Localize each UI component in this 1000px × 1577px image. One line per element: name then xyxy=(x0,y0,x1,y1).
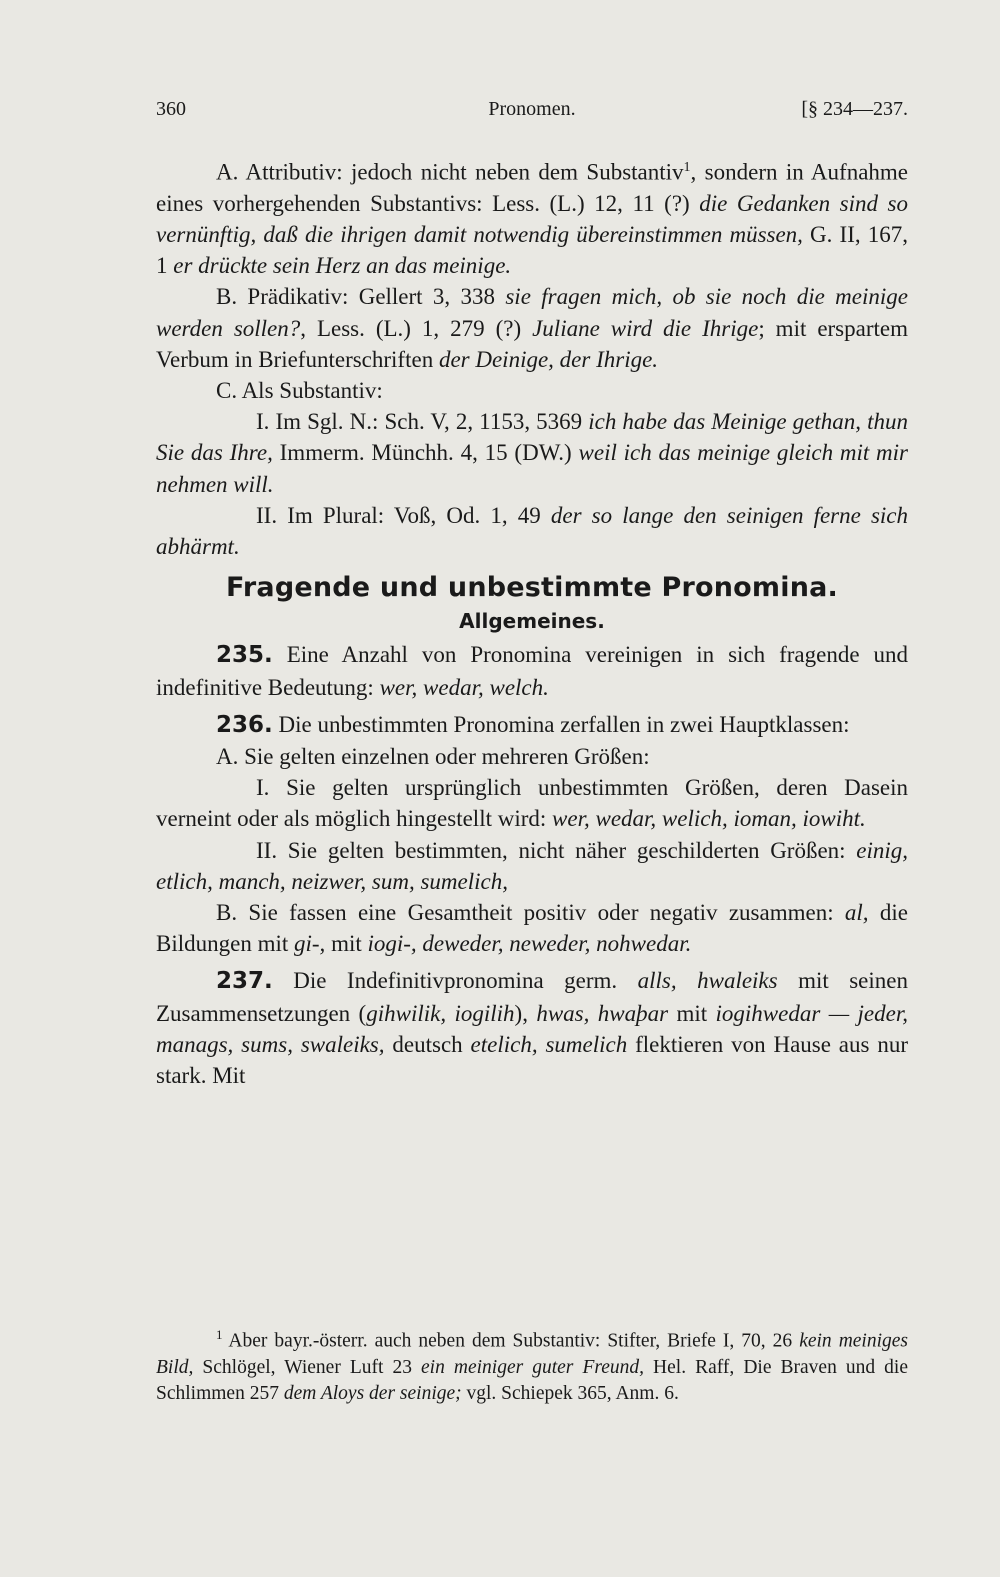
paragraph-236: 236. Die unbestimmten Pronomina zerfallen in zwei Hauptklassen: xyxy=(216,711,850,738)
paragraph-plural: II. Im Plural: Voß, Od. 1, 49 der so lange den seinigen ferne sich abhärmt. xyxy=(156,502,908,560)
paragraph-236-a: A. Sie gelten einzelnen oder mehreren Größen: xyxy=(216,743,650,769)
paragraph-237: 237. Die Indefinitivpronomina germ. alls, hwaleiks mit seinen Zusammensetzungen (gihwilik, iogilih), hwas, hwaþar mit iogihwedar — jeder, manags, sums, swaleiks, deutsch etelich, sumelich flektieren von Hause aus nur stark. Mit xyxy=(156,968,908,1088)
paragraph-236-a1: I. Sie gelten ursprünglich unbestimmten Größen, deren Dasein verneint oder als möglich hingestellt wird: wer, wedar, welich, ioman, iowiht. xyxy=(156,775,908,832)
footnote-mark: 1 xyxy=(216,1327,223,1342)
paragraph-236-b: B. Sie fassen eine Gesamtheit positiv oder negativ zusammen: al, die Bildungen mit gi-, mit iogi-, deweder, neweder, nohwedar. xyxy=(156,899,908,957)
section-range: [§ 234—237. xyxy=(801,98,908,120)
running-header xyxy=(156,98,908,128)
footnote-ref: 1 xyxy=(683,160,691,175)
main-text xyxy=(156,152,908,1091)
footnote xyxy=(156,1322,908,1407)
section-subheading: Allgemeines. xyxy=(459,609,605,634)
paragraph-substantiv-label: C. Als Substantiv: xyxy=(216,378,383,404)
section-number-237: 237. xyxy=(216,968,273,995)
section-number-236: 236. xyxy=(216,711,273,738)
paragraph-attributiv: A. Attributiv: jedoch nicht neben dem Substantiv$^1$, sondern in Aufnahme eines vorhergehenden Substantivs: Less. (L.) 12, 11 (?) die Gedanken sind so vernünftig, daß die ihrigen damit notwendig übereinstimmen müssen, G. II, 167, 1 er drückte sein Herz an das meinige. xyxy=(156,159,908,279)
paragraph-236-a2: II. Sie gelten bestimmten, nicht näher geschilderten Größen: einig, etlich, manch, neizwer, sum, sumelich, xyxy=(156,837,908,894)
paragraph-praedikativ: B. Prädikativ: Gellert 3, 338 sie fragen mich, ob sie noch die meinige werden sollen?, Less. (L.) 1, 279 (?) Juliane wird die Ihrige; mit erspartem Verbum in Briefunterschriften der Deinige, der Ihrige. xyxy=(156,284,908,372)
running-title: Pronomen. xyxy=(488,98,576,120)
paragraph-235: 235. Eine Anzahl von Pronomina vereinigen in sich fragende und indefinitive Bedeutung: wer, wedar, welch. xyxy=(156,642,908,700)
section-heading: Fragende und unbestimmte Pronomina. xyxy=(225,572,839,604)
footnote-text: $^1$ Aber bayr.-österr. auch neben dem Substantiv: Stifter, Briefe I, 70, 26 kein meiniges Bild, Schlögel, Wiener Luft 23 ein meiniger guter Freund, Hel. Raff, Die Braven und die Schlimmen 257 dem Aloys der seinige; vgl. Schiepek 365, Anm. 6. xyxy=(156,1327,909,1404)
section-number-235: 235. xyxy=(216,642,273,669)
paragraph-singular: I. Im Sgl. N.: Sch. V, 2, 1153, 5369 ich habe das Meinige gethan, thun Sie das Ihre, Immerm. Münchh. 4, 15 (DW.) weil ich das meinige gleich mit mir nehmen will. xyxy=(156,409,909,497)
page-number: 360 xyxy=(156,98,186,120)
